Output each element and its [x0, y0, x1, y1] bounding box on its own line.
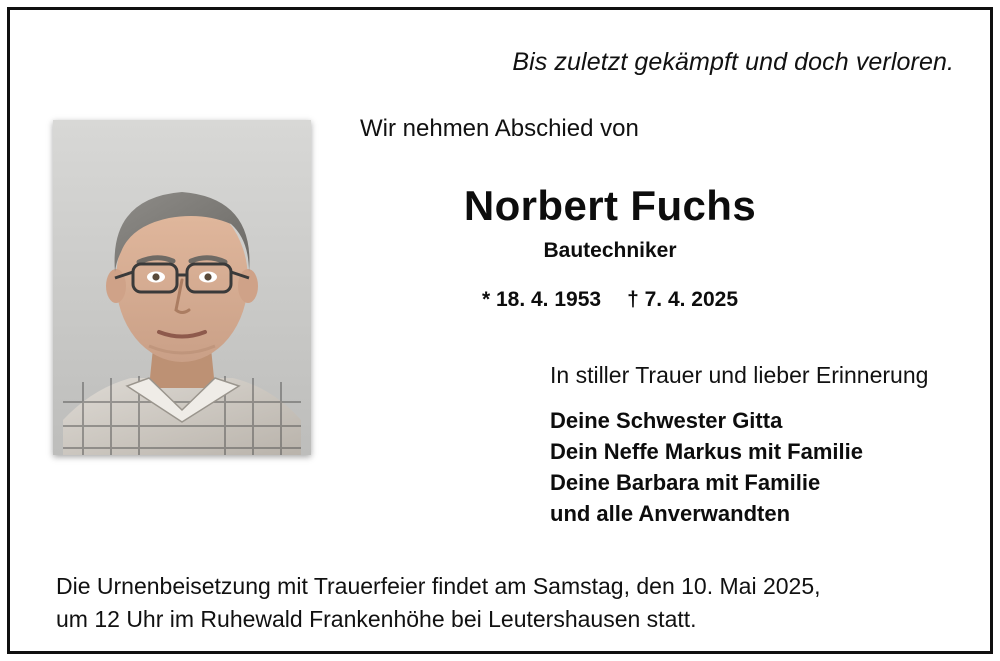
family-member: und alle Anverwandten: [550, 501, 791, 526]
motto-text: Bis zuletzt gekämpft und doch verloren.: [512, 48, 954, 76]
mourning-line: In stiller Trauer und lieber Erinnerung: [550, 362, 929, 388]
death-date: † 7. 4. 2025: [627, 288, 739, 311]
farewell-text: Wir nehmen Abschied von: [360, 115, 639, 142]
deceased-name: Norbert Fuchs: [463, 182, 757, 229]
funeral-details: [56, 570, 950, 636]
life-dates: [340, 288, 880, 312]
family-member: Deine Schwester Gitta: [550, 408, 783, 433]
funeral-details-line-1: Die Urnenbeisetzung mit Trauerfeier findet am Samstag, den 10. Mai 2025,: [56, 573, 821, 599]
family-list: [550, 405, 863, 529]
family-member: Deine Barbara mit Familie: [550, 470, 821, 495]
funeral-details-line-2: um 12 Uhr im Ruhewald Frankenhöhe bei Leutershausen statt.: [56, 606, 697, 632]
portrait-photo: [53, 120, 311, 455]
obituary-frame: [7, 7, 993, 654]
portrait-image: [53, 120, 311, 455]
family-member: Dein Neffe Markus mit Familie: [550, 439, 863, 464]
birth-date: * 18. 4. 1953: [481, 288, 602, 311]
deceased-profession: Bautechniker: [543, 239, 677, 262]
